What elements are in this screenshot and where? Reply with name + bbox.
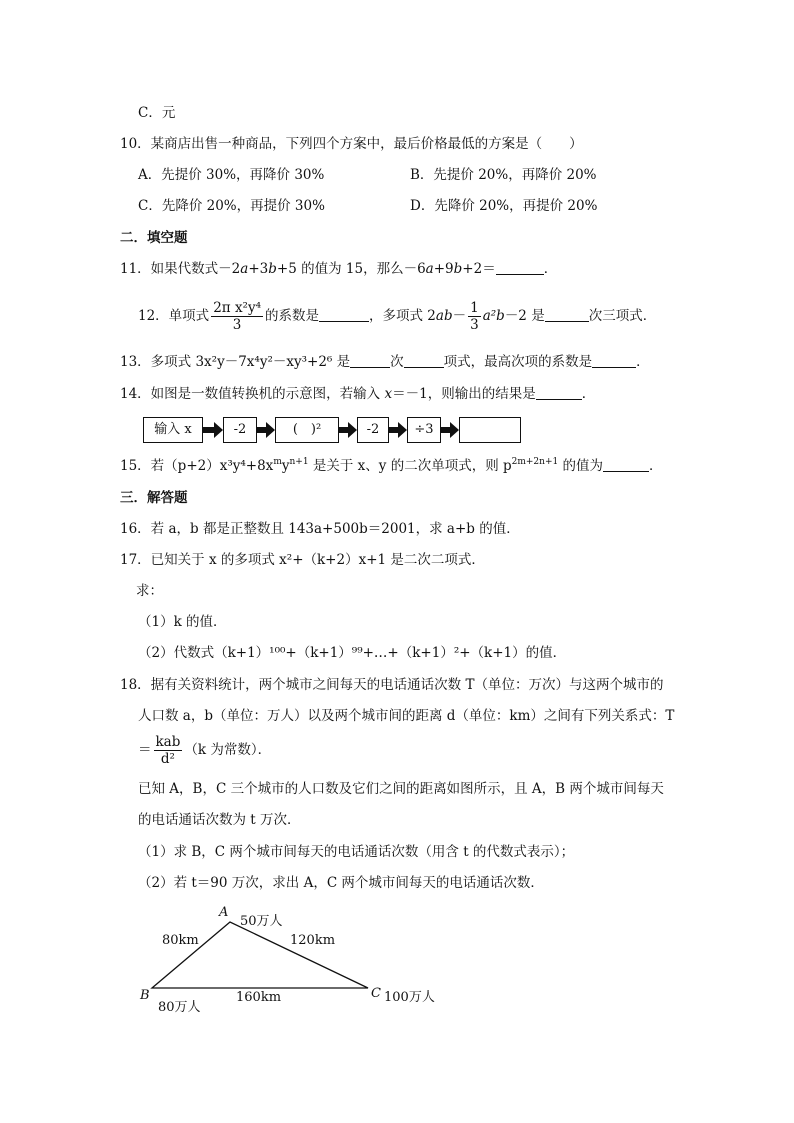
q15-sup-exp: 2m+2n+1: [511, 457, 559, 467]
q17-stem: 17．已知关于 x 的多项式 x²+（k+2）x+1 是二次二项式．: [120, 552, 485, 568]
q14-stem: [120, 384, 595, 404]
q14-stem-b: ＝－1，则输出的结果是: [392, 386, 536, 402]
flow-box-minus2-b: -2: [357, 417, 389, 443]
q11-plus3: +3: [248, 261, 269, 277]
q18-frac-num: kab: [155, 734, 181, 750]
q10-option-d: D．先降价 20%，再提价 20%: [410, 198, 598, 214]
vertex-c-label: C: [371, 986, 381, 1001]
q14-var: x: [384, 386, 393, 402]
flow-box-minus2-a: -2: [223, 417, 257, 443]
flow-arrow-3: [338, 427, 350, 433]
distance-ab: 80km: [162, 933, 199, 948]
distance-bc: 160km: [236, 990, 282, 1005]
q17-ask: 求：: [136, 583, 163, 599]
q11: [120, 259, 557, 279]
q12-blank-coefficient[interactable]: [319, 307, 369, 322]
q11-mid: +5 的值为 15，那么－6: [276, 261, 426, 277]
q18-line1: 18．据有关资料统计，两个城市之间每天的电话通话次数 T（单位：万次）与这两个城市的: [120, 677, 664, 693]
q14-answer-blank[interactable]: [536, 385, 582, 400]
q12-frac-num: 2π x²y⁴: [213, 300, 262, 316]
q11-plus2: +2＝: [462, 261, 496, 277]
q18-frac-den: d²: [160, 751, 175, 767]
vertex-a-label: A: [219, 905, 229, 920]
q16-text: 16．若 a，b 都是正整数且 143a+500b＝2001，求 a+b 的值．: [120, 521, 520, 537]
q11-answer-blank[interactable]: [496, 260, 544, 275]
q13-suffix: ．: [636, 354, 650, 370]
q18-eq-prefix: ＝: [138, 742, 152, 758]
q13-blank-terms[interactable]: [404, 353, 444, 368]
q12-mid3: －2 是: [504, 308, 545, 324]
q12-blank-degree[interactable]: [545, 307, 589, 322]
flow-box-square: ( )²: [275, 417, 339, 443]
q15-sup-m: m: [273, 457, 282, 467]
flow-arrow-4: [388, 427, 400, 433]
flow-box-output[interactable]: [459, 417, 521, 443]
q14-stem-a: 14．如图是一数值转换机的示意图，若输入: [120, 386, 385, 402]
section-title-fill-in: 二．填空题: [120, 230, 188, 246]
q18-line2: 人口数 a，b（单位：万人）以及两个城市间的距离 d（单位：km）之间有下列关系式：T: [138, 708, 675, 724]
q12-third-den: 3: [470, 317, 479, 333]
q13: [120, 352, 650, 372]
q12-minus: －: [452, 308, 467, 324]
q13-blank-degree[interactable]: [350, 353, 390, 368]
q18-line5: 的电话通话次数为 t 万次．: [138, 812, 301, 828]
q11-prefix: 11．如果代数式－2: [120, 261, 241, 277]
q18-part1: （1）求 B，C 两个城市间每天的电话通话次数（用含 t 的代数式表示）；: [138, 844, 575, 860]
q12-mid2: ，多项式 2: [369, 308, 436, 324]
q12: [138, 298, 656, 334]
distance-ac: 120km: [290, 933, 336, 948]
q10-option-b: B．先提价 20%，再降价 20%: [410, 167, 597, 183]
q10-option-a: A．先提价 30%，再降价 30%: [138, 167, 325, 183]
q13-blank-coefficient[interactable]: [592, 353, 636, 368]
q17-part2: （2）代数式（k+1）¹⁰⁰+（k+1）⁹⁹+…+（k+1）²+（k+1）的值．: [138, 645, 567, 661]
q12-frac-den: 3: [232, 317, 242, 333]
q10-stem: 10．某商店出售一种商品，下列四个方案中，最后价格最低的方案是（ ）: [120, 136, 583, 152]
city-b-population: 80万人: [158, 1000, 201, 1015]
q18-eq-suffix: （k 为常数）．: [184, 742, 272, 758]
q11-var-a: a: [240, 261, 249, 277]
q17-part1: （1）k 的值．: [138, 614, 227, 630]
q12-third-num: 1: [470, 300, 479, 316]
q11-suffix: ．: [543, 261, 558, 277]
q12-suffix: 次三项式．: [588, 308, 657, 324]
q15-sup-n1: n+1: [289, 457, 309, 467]
q18-part2: （2）若 t＝90 万次，求出 A，C 两个城市间每天的电话通话次数．: [138, 875, 544, 891]
city-a-population: 50万人: [240, 914, 283, 929]
flow-box-divide3: ÷3: [407, 417, 441, 443]
q15-text-b: y: [281, 458, 290, 474]
flow-box-input: 输入 x: [143, 417, 203, 443]
q12-a2b: a²b: [482, 308, 505, 324]
q9-option-c: C．元: [138, 105, 176, 121]
q13-text-a: 13．多项式 3x²y－7x⁴y²－xy³+2⁶ 是: [120, 354, 351, 370]
q15-text-c: 是关于 x、y 的二次单项式，则 p: [308, 458, 512, 474]
q15-answer-blank[interactable]: [603, 457, 649, 472]
q11-var-a2: a: [425, 261, 434, 277]
q15: [120, 456, 663, 476]
q15-suffix: ．: [649, 458, 663, 474]
q18-line4: 已知 A，B，C 三个城市的人口数及它们之间的距离如图所示，且 A，B 两个城市间每天: [138, 781, 664, 797]
q12-prefix: 12．单项式: [138, 308, 210, 324]
q18-formula: [138, 732, 271, 768]
q13-text-c: 项式，最高次项的系数是: [443, 354, 593, 370]
q10-option-c: C．先降价 20%，再提价 30%: [138, 198, 325, 214]
flow-arrow-5: [440, 427, 452, 433]
q18-formula-fraction: [154, 734, 183, 767]
q12-third-fraction: [468, 300, 481, 333]
q11-var-b2: b: [453, 261, 463, 277]
q12-ab: ab: [435, 308, 453, 324]
q12-mid1: 的系数是: [265, 308, 320, 324]
city-c-population: 100万人: [384, 990, 435, 1005]
triangle-abc: [152, 922, 368, 988]
section-title-solve: 三．解答题: [120, 490, 188, 506]
vertex-b-label: B: [140, 988, 150, 1003]
q15-text-d: 的值为: [558, 458, 604, 474]
q14-suffix: ．: [581, 386, 596, 402]
flow-arrow-2: [256, 427, 268, 433]
q13-text-b: 次: [390, 354, 404, 370]
q15-text-a: 15．若（p+2）x³y⁴+8x: [120, 458, 274, 474]
flow-arrow-1: [202, 427, 216, 433]
q11-plus9: +9: [433, 261, 454, 277]
q12-monomial-fraction: [211, 300, 263, 333]
q11-var-b: b: [268, 261, 277, 277]
